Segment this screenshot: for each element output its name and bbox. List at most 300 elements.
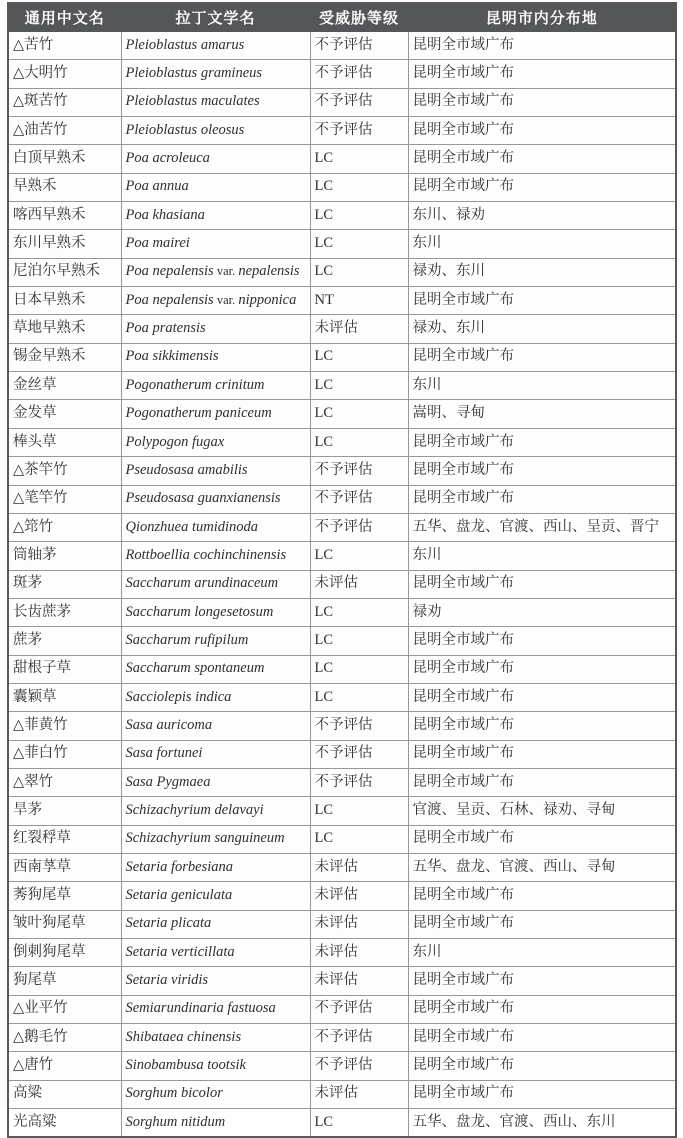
threat-level-text: 不予评估: [314, 121, 373, 138]
latin-name-text: Pleioblastus maculates: [125, 93, 260, 110]
cell-threat-level: [310, 853, 408, 881]
cell-chinese-name: [8, 202, 121, 230]
distribution-text: 昆明全市域广布: [412, 773, 514, 790]
cell-latin-name: [121, 627, 310, 655]
cell-latin-name: [121, 768, 310, 796]
cell-latin-name: [121, 655, 310, 683]
threat-level-text: LC: [314, 603, 334, 620]
cell-threat-level: [310, 768, 408, 796]
cell-threat-level: [310, 825, 408, 853]
latin-name-text: Setaria plicata: [125, 915, 212, 932]
cell-threat-level: [310, 60, 408, 88]
chinese-name-text: 棒头草: [13, 433, 57, 450]
cell-threat-level: [310, 315, 408, 343]
cell-chinese-name: [8, 258, 121, 286]
cell-latin-name: [121, 145, 310, 173]
threat-level-text: 未评估: [314, 972, 358, 989]
cell-threat-level: [310, 117, 408, 145]
threat-level-text: 未评估: [314, 320, 358, 337]
latin-name-text: Poa pratensis: [125, 320, 206, 337]
threat-level-text: LC: [314, 376, 334, 393]
latin-name-text: Sorghum nitidum: [125, 1113, 226, 1130]
table-row: [8, 825, 676, 853]
cell-distribution: [408, 910, 676, 938]
cell-latin-name: [121, 230, 310, 258]
cell-chinese-name: [8, 598, 121, 626]
cell-threat-level: [310, 513, 408, 541]
chinese-name-text: △菲黄竹: [13, 716, 68, 733]
chinese-name-text: △业平竹: [13, 1000, 68, 1017]
latin-name-text: Saccharum longesetosum: [125, 603, 274, 620]
latin-name-text: Sasa auricoma: [125, 716, 213, 733]
cell-threat-level: [310, 598, 408, 626]
cell-latin-name: [121, 1052, 310, 1080]
threat-level-text: LC: [314, 830, 334, 847]
chinese-name-text: 皱叶狗尾草: [13, 915, 86, 932]
table-row: [8, 882, 676, 910]
cell-chinese-name: [8, 60, 121, 88]
cell-threat-level: [310, 627, 408, 655]
cell-chinese-name: [8, 740, 121, 768]
cell-distribution: [408, 967, 676, 995]
chinese-name-text: △唐竹: [13, 1057, 54, 1074]
cell-chinese-name: [8, 1109, 121, 1138]
threat-level-text: LC: [314, 405, 334, 422]
cell-latin-name: [121, 712, 310, 740]
cell-distribution: [408, 768, 676, 796]
distribution-text: 昆明全市域广布: [412, 348, 514, 365]
threat-level-text: 不予评估: [314, 65, 373, 82]
cell-latin-name: [121, 1024, 310, 1052]
latin-name-text: Poa mairei: [125, 235, 190, 252]
cell-latin-name: [121, 1109, 310, 1138]
threat-level-text: 未评估: [314, 575, 358, 592]
cell-threat-level: [310, 1109, 408, 1138]
cell-chinese-name: [8, 343, 121, 371]
distribution-text: 东川、禄劝: [412, 206, 485, 223]
cell-distribution: [408, 1109, 676, 1138]
cell-threat-level: [310, 882, 408, 910]
latin-name-text: Sacciolepis indica: [125, 688, 232, 705]
distribution-text: 昆明全市域广布: [412, 631, 514, 648]
cell-chinese-name: [8, 428, 121, 456]
latin-name-text: Setaria forbesiana: [125, 858, 234, 875]
cell-distribution: [408, 32, 676, 60]
cell-chinese-name: [8, 542, 121, 570]
distribution-text: 昆明全市域广布: [412, 36, 514, 53]
threat-level-text: 不予评估: [314, 745, 373, 762]
latin-name-text: Sinobambusa tootsik: [125, 1057, 246, 1074]
cell-latin-name: [121, 1080, 310, 1108]
distribution-text: 禄劝: [412, 603, 442, 620]
cell-threat-level: [310, 88, 408, 116]
distribution-text: 东川: [412, 546, 442, 563]
cell-latin-name: [121, 88, 310, 116]
cell-threat-level: [310, 287, 408, 315]
latin-name-text: Pseudosasa guanxianensis: [125, 490, 281, 507]
cell-distribution: [408, 287, 676, 315]
cell-latin-name: [121, 258, 310, 286]
header-row: [8, 3, 676, 32]
table-row: [8, 145, 676, 173]
table-row: [8, 712, 676, 740]
table-row: [8, 202, 676, 230]
table-row: [8, 230, 676, 258]
cell-threat-level: [310, 485, 408, 513]
table-row: [8, 400, 676, 428]
threat-level-text: LC: [314, 178, 334, 195]
threat-level-text: LC: [314, 263, 334, 280]
cell-chinese-name: [8, 230, 121, 258]
cell-latin-name: [121, 797, 310, 825]
cell-distribution: [408, 598, 676, 626]
threat-level-text: 未评估: [314, 1085, 358, 1102]
cell-latin-name: [121, 457, 310, 485]
latin-name-text: Setaria geniculata: [125, 887, 233, 904]
chinese-name-text: 倒刺狗尾草: [13, 943, 86, 960]
latin-name-text: Setaria verticillata: [125, 943, 235, 960]
table-row: [8, 457, 676, 485]
chinese-name-text: △油苦竹: [13, 121, 68, 138]
cell-chinese-name: [8, 513, 121, 541]
distribution-text: 昆明全市域广布: [412, 575, 514, 592]
cell-latin-name: [121, 485, 310, 513]
cell-latin-name: [121, 910, 310, 938]
threat-level-text: 不予评估: [314, 1057, 373, 1074]
threat-level-text: 未评估: [314, 887, 358, 904]
latin-name-text: Poa sikkimensis: [125, 348, 219, 365]
chinese-name-text: 东川早熟禾: [13, 235, 86, 252]
threat-level-text: 不予评估: [314, 93, 373, 110]
table-row: [8, 88, 676, 116]
latin-name-text: Pogonatherum crinitum: [125, 376, 265, 393]
table-row: [8, 683, 676, 711]
latin-name-text: Setaria viridis: [125, 972, 209, 989]
table-row: [8, 627, 676, 655]
cell-distribution: [408, 825, 676, 853]
table-row: [8, 32, 676, 60]
cell-chinese-name: [8, 173, 121, 201]
cell-distribution: [408, 457, 676, 485]
table-row: [8, 768, 676, 796]
chinese-name-text: 狗尾草: [13, 972, 57, 989]
distribution-text: 昆明全市域广布: [412, 1085, 514, 1102]
threat-level-text: LC: [314, 1113, 334, 1130]
cell-chinese-name: [8, 910, 121, 938]
cell-threat-level: [310, 202, 408, 230]
distribution-text: 昆明全市域广布: [412, 887, 514, 904]
latin-name-text: Pseudosasa amabilis: [125, 461, 248, 478]
cell-distribution: [408, 258, 676, 286]
distribution-text: 昆明全市域广布: [412, 688, 514, 705]
chinese-name-text: △斑苦竹: [13, 93, 68, 110]
cell-chinese-name: [8, 683, 121, 711]
threat-level-text: LC: [314, 801, 334, 818]
chinese-name-text: △鹅毛竹: [13, 1028, 68, 1045]
table-row: [8, 1052, 676, 1080]
cell-latin-name: [121, 173, 310, 201]
chinese-name-text: 旱茅: [13, 801, 42, 818]
species-table: [7, 2, 677, 1138]
cell-distribution: [408, 655, 676, 683]
cell-distribution: [408, 882, 676, 910]
cell-threat-level: [310, 683, 408, 711]
cell-threat-level: [310, 372, 408, 400]
cell-threat-level: [310, 400, 408, 428]
threat-level-text: LC: [314, 433, 334, 450]
cell-chinese-name: [8, 287, 121, 315]
cell-threat-level: [310, 145, 408, 173]
cell-distribution: [408, 230, 676, 258]
cell-latin-name: [121, 60, 310, 88]
cell-latin-name: [121, 315, 310, 343]
threat-level-text: 不予评估: [314, 518, 373, 535]
cell-chinese-name: [8, 655, 121, 683]
cell-chinese-name: [8, 1052, 121, 1080]
chinese-name-text: 筒轴茅: [13, 546, 57, 563]
cell-latin-name: [121, 287, 310, 315]
distribution-text: 东川: [412, 235, 442, 252]
chinese-name-text: 甜根子草: [13, 660, 71, 677]
table-row: [8, 1109, 676, 1138]
cell-latin-name: [121, 202, 310, 230]
distribution-text: 昆明全市域广布: [412, 1057, 514, 1074]
cell-chinese-name: [8, 627, 121, 655]
threat-level-text: 未评估: [314, 858, 358, 875]
latin-name-text: Pleioblastus gramineus: [125, 65, 263, 82]
cell-distribution: [408, 570, 676, 598]
cell-latin-name: [121, 939, 310, 967]
chinese-name-text: 金丝草: [13, 376, 57, 393]
column-header-threat-level: 受威胁等级: [310, 3, 408, 32]
chinese-name-text: 金发草: [13, 405, 57, 422]
threat-level-text: 不予评估: [314, 1028, 373, 1045]
table-row: [8, 797, 676, 825]
table-row: [8, 570, 676, 598]
table-row: [8, 343, 676, 371]
distribution-text: 昆明全市域广布: [412, 745, 514, 762]
distribution-text: 昆明全市域广布: [412, 972, 514, 989]
distribution-text: 禄劝、东川: [412, 320, 485, 337]
cell-chinese-name: [8, 967, 121, 995]
cell-distribution: [408, 428, 676, 456]
threat-level-text: LC: [314, 688, 334, 705]
chinese-name-text: 长齿蔗茅: [13, 603, 71, 620]
distribution-text: 东川: [412, 376, 442, 393]
cell-chinese-name: [8, 88, 121, 116]
latin-name-text: Saccharum spontaneum: [125, 660, 265, 677]
cell-latin-name: [121, 598, 310, 626]
table-row: [8, 995, 676, 1023]
cell-latin-name: [121, 400, 310, 428]
chinese-name-text: 尼泊尔早熟禾: [13, 263, 100, 280]
latin-name-text: Polypogon fugax: [125, 433, 225, 450]
cell-latin-name: [121, 853, 310, 881]
table-row: [8, 655, 676, 683]
cell-chinese-name: [8, 712, 121, 740]
cell-threat-level: [310, 258, 408, 286]
cell-threat-level: [310, 343, 408, 371]
chinese-name-text: △菲白竹: [13, 745, 68, 762]
chinese-name-text: 日本早熟禾: [13, 291, 86, 308]
cell-latin-name: [121, 825, 310, 853]
chinese-name-text: 红裂稃草: [13, 830, 71, 847]
cell-latin-name: [121, 995, 310, 1023]
cell-latin-name: [121, 570, 310, 598]
distribution-text: 东川: [412, 943, 442, 960]
latin-name-text: Shibataea chinensis: [125, 1028, 242, 1045]
threat-level-text: LC: [314, 660, 334, 677]
latin-name-text: Qionzhuea tumidinoda: [125, 518, 259, 535]
cell-distribution: [408, 995, 676, 1023]
chinese-name-text: 西南莩草: [13, 858, 71, 875]
cell-distribution: [408, 202, 676, 230]
distribution-text: 昆明全市域广布: [412, 433, 514, 450]
latin-name-text: Schizachyrium sanguineum: [125, 830, 285, 847]
cell-chinese-name: [8, 570, 121, 598]
threat-level-text: 未评估: [314, 915, 358, 932]
cell-threat-level: [310, 939, 408, 967]
chinese-name-text: 锡金早熟禾: [13, 348, 86, 365]
threat-level-text: LC: [314, 235, 334, 252]
cell-latin-name: [121, 740, 310, 768]
cell-threat-level: [310, 967, 408, 995]
distribution-text: 昆明全市域广布: [412, 716, 514, 733]
threat-level-text: LC: [314, 546, 334, 563]
threat-level-text: 不予评估: [314, 36, 373, 53]
cell-threat-level: [310, 655, 408, 683]
cell-distribution: [408, 683, 676, 711]
species-table-header: [8, 3, 676, 32]
chinese-name-text: 白顶早熟禾: [13, 150, 86, 167]
distribution-text: 昆明全市域广布: [412, 915, 514, 932]
latin-name-text: Pogonatherum paniceum: [125, 405, 272, 422]
table-row: [8, 1080, 676, 1108]
distribution-text: 昆明全市域广布: [412, 65, 514, 82]
cell-distribution: [408, 939, 676, 967]
cell-threat-level: [310, 230, 408, 258]
distribution-text: 昆明全市域广布: [412, 150, 514, 167]
cell-distribution: [408, 1052, 676, 1080]
chinese-name-text: 莠狗尾草: [13, 887, 71, 904]
cell-threat-level: [310, 712, 408, 740]
chinese-name-text: 蔗茅: [13, 631, 42, 648]
column-header-latin-name: 拉丁文学名: [121, 3, 310, 32]
cell-latin-name: [121, 542, 310, 570]
chinese-name-text: △大明竹: [13, 65, 68, 82]
chinese-name-text: 斑茅: [13, 575, 42, 592]
threat-level-text: 不予评估: [314, 461, 373, 478]
distribution-text: 昆明全市域广布: [412, 660, 514, 677]
cell-chinese-name: [8, 315, 121, 343]
cell-chinese-name: [8, 768, 121, 796]
table-row: [8, 117, 676, 145]
distribution-text: 五华、盘龙、官渡、西山、东川: [412, 1113, 616, 1130]
chinese-name-text: △苦竹: [13, 36, 54, 53]
cell-chinese-name: [8, 372, 121, 400]
distribution-text: 昆明全市域广布: [412, 178, 514, 195]
table-row: [8, 853, 676, 881]
cell-threat-level: [310, 740, 408, 768]
cell-latin-name: [121, 428, 310, 456]
chinese-name-text: △笔竿竹: [13, 490, 68, 507]
table-row: [8, 372, 676, 400]
cell-chinese-name: [8, 825, 121, 853]
distribution-text: 禄劝、东川: [412, 263, 485, 280]
latin-name-text: Rottboellia cochinchinensis: [125, 546, 287, 563]
cell-threat-level: [310, 995, 408, 1023]
threat-level-text: LC: [314, 631, 334, 648]
cell-threat-level: [310, 797, 408, 825]
latin-name-text: Sasa fortunei: [125, 745, 203, 762]
cell-distribution: [408, 88, 676, 116]
cell-latin-name: [121, 343, 310, 371]
latin-variety-label: var.: [213, 292, 239, 307]
threat-level-text: LC: [314, 206, 334, 223]
latin-name-text: Poa annua: [125, 178, 189, 195]
cell-chinese-name: [8, 457, 121, 485]
chinese-name-text: 高粱: [13, 1085, 42, 1102]
cell-distribution: [408, 1024, 676, 1052]
cell-latin-name: [121, 967, 310, 995]
threat-level-text: LC: [314, 348, 334, 365]
chinese-name-text: △茶竿竹: [13, 461, 68, 478]
latin-name-text: Saccharum rufipilum: [125, 631, 249, 648]
distribution-text: 昆明全市域广布: [412, 490, 514, 507]
cell-latin-name: [121, 683, 310, 711]
threat-level-text: LC: [314, 150, 334, 167]
table-row: [8, 428, 676, 456]
cell-distribution: [408, 343, 676, 371]
latin-name-text: Semiarundinaria fastuosa: [125, 1000, 276, 1017]
cell-distribution: [408, 740, 676, 768]
table-row: [8, 258, 676, 286]
cell-distribution: [408, 173, 676, 201]
cell-chinese-name: [8, 400, 121, 428]
cell-chinese-name: [8, 1024, 121, 1052]
table-row: [8, 967, 676, 995]
latin-name-text: Poa khasiana: [125, 206, 205, 223]
distribution-text: 昆明全市域广布: [412, 830, 514, 847]
threat-level-text: 不予评估: [314, 490, 373, 507]
cell-chinese-name: [8, 145, 121, 173]
distribution-text: 昆明全市域广布: [412, 461, 514, 478]
latin-name-text: Schizachyrium delavayi: [125, 801, 264, 818]
latin-name-text: Sasa Pygmaea: [125, 773, 211, 790]
cell-threat-level: [310, 173, 408, 201]
cell-threat-level: [310, 457, 408, 485]
cell-chinese-name: [8, 485, 121, 513]
distribution-text: 五华、盘龙、官渡、西山、呈贡、晋宁: [412, 518, 659, 535]
cell-threat-level: [310, 1024, 408, 1052]
cell-distribution: [408, 145, 676, 173]
table-row: [8, 315, 676, 343]
latin-name-text: Saccharum arundinaceum: [125, 575, 279, 592]
cell-distribution: [408, 315, 676, 343]
table-row: [8, 513, 676, 541]
cell-latin-name: [121, 32, 310, 60]
chinese-name-text: 喀西早熟禾: [13, 206, 86, 223]
distribution-text: 昆明全市域广布: [412, 291, 514, 308]
threat-level-text: 不予评估: [314, 773, 373, 790]
distribution-text: 昆明全市域广布: [412, 1028, 514, 1045]
cell-distribution: [408, 627, 676, 655]
cell-chinese-name: [8, 853, 121, 881]
distribution-text: 昆明全市域广布: [412, 93, 514, 110]
cell-threat-level: [310, 910, 408, 938]
latin-name-text: Pleioblastus oleosus: [125, 121, 245, 138]
latin-variety-epithet: nepalensis: [238, 263, 300, 280]
